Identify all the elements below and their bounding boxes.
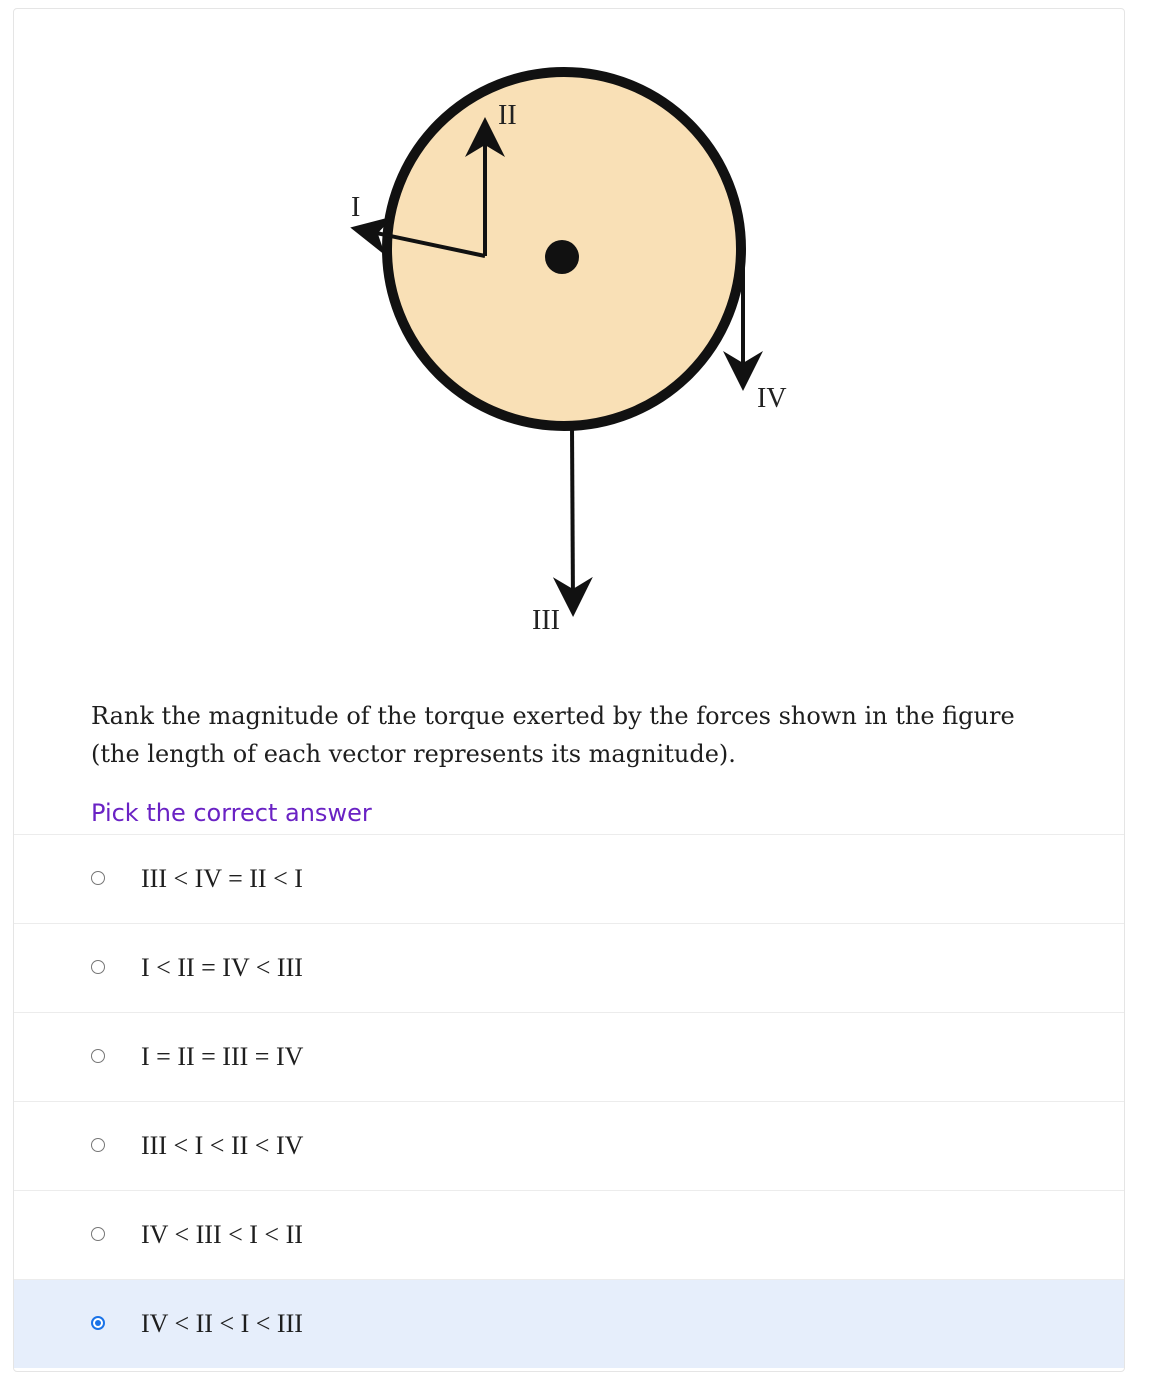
question-text: Rank the magnitude of the torque exerted by the forces shown in the figure (the length of each vector represents its magnitude). — [91, 702, 1015, 768]
radio-button[interactable] — [91, 1227, 105, 1241]
force-label-iv: IV — [757, 383, 787, 414]
option-label: III < IV = II < I — [141, 864, 303, 893]
option-label: IV < III < I < II — [141, 1220, 303, 1249]
option-label: IV < II < I < III — [141, 1309, 303, 1338]
force-label-ii: II — [498, 100, 517, 131]
option-label: I = II = III = IV — [141, 1042, 304, 1071]
torque-figure — [14, 9, 1125, 669]
option-label: III < I < II < IV — [141, 1131, 304, 1160]
torque-diagram — [14, 9, 1125, 669]
answer-option[interactable] — [14, 1190, 1125, 1279]
radio-button[interactable] — [91, 1049, 105, 1063]
answer-option[interactable] — [14, 1279, 1125, 1368]
force-iii-arrow — [572, 427, 573, 605]
force-label-i: I — [351, 192, 361, 223]
question-card — [13, 8, 1125, 1372]
answer-option[interactable] — [14, 1101, 1125, 1190]
force-label-iii: III — [532, 605, 560, 636]
axis-dot — [545, 240, 579, 274]
answer-prompt: Pick the correct answer — [91, 799, 372, 827]
radio-button[interactable] — [91, 960, 105, 974]
answer-options — [14, 834, 1125, 1368]
radio-button[interactable] — [91, 1316, 105, 1330]
answer-option[interactable] — [14, 923, 1125, 1012]
answer-option[interactable] — [14, 834, 1125, 923]
radio-button[interactable] — [91, 1138, 105, 1152]
answer-option[interactable] — [14, 1012, 1125, 1101]
option-label: I < II = IV < III — [141, 953, 303, 982]
radio-button[interactable] — [91, 871, 105, 885]
